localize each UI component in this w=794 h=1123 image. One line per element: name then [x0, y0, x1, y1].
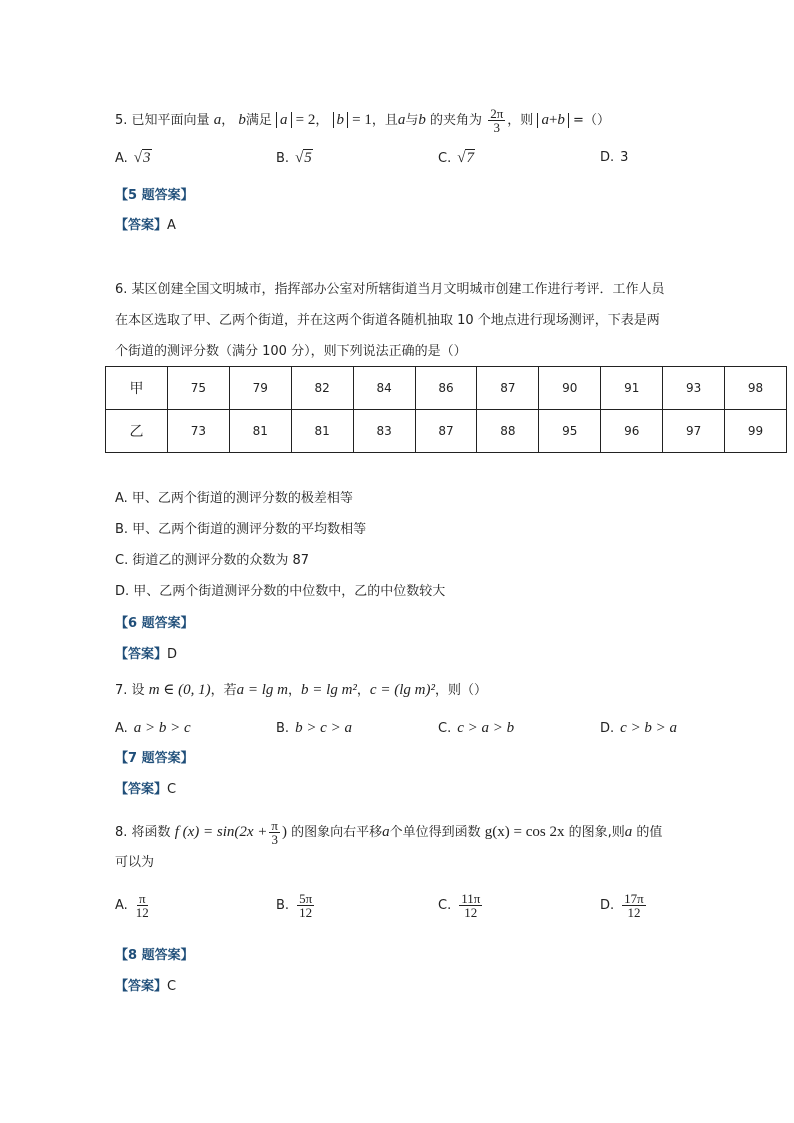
q5-answer-tag: 【5 题答案】: [115, 188, 194, 203]
table-row: [106, 367, 787, 410]
vector-a: a: [213, 112, 222, 128]
q8-text-units: 个单位得到函数: [389, 825, 481, 840]
q7-number: 7. 设: [115, 683, 145, 698]
q5-option-b[interactable]: [276, 148, 313, 169]
a-variable-2: a: [624, 824, 633, 840]
option-value: 3: [620, 150, 629, 165]
table-cell: 87: [477, 367, 539, 410]
q7-option-d[interactable]: [600, 718, 677, 739]
angle-fraction: [488, 107, 505, 134]
option-label: A.: [115, 151, 128, 166]
option-label: C.: [438, 151, 452, 166]
option-label: A.: [115, 898, 128, 913]
table-cell: 81: [291, 410, 353, 453]
q7-tail: ，则（）: [434, 683, 487, 698]
norm-a: a: [276, 112, 292, 128]
q5-text-angle: 的夹角为: [430, 113, 483, 128]
table-cell: 82: [291, 367, 353, 410]
q8-text-shift: 的图象向右平移: [291, 825, 383, 840]
answer-key: 【答案】: [115, 979, 168, 994]
q8-option-b[interactable]: [276, 892, 316, 919]
f-close-paren: ): [281, 824, 287, 840]
q5-text-pre: 已知平面向量: [131, 113, 210, 128]
pi-third-fraction: [269, 819, 280, 846]
q6-option-a[interactable]: A. 甲、乙两个街道的测评分数的极差相等: [115, 491, 353, 506]
b-definition: b = lg m²: [301, 682, 357, 698]
option-value: 7: [466, 150, 474, 166]
fraction-denominator: 3: [271, 832, 278, 847]
table-cell: 86: [415, 367, 477, 410]
option-label: D.: [600, 898, 615, 913]
q5-stem: 5. 已知平面向量 a， b满足 a = 2， b = 1，且a与b 的夹角为 $\frac{2\pi}{3}$ ，则 a+b =（）: [115, 106, 610, 135]
q7-answer: [115, 780, 176, 800]
q8-stem: [115, 817, 662, 848]
norm-b: b: [333, 112, 349, 128]
fraction-denominator: 12: [464, 905, 478, 920]
fraction-numerator: 11π: [461, 891, 481, 906]
q5-number: 5.: [115, 113, 128, 128]
q5-text-comma: ，: [221, 113, 235, 128]
table-cell: 88: [477, 410, 539, 453]
q5-tail: =（）: [573, 113, 610, 128]
sqrt-icon: √5: [295, 150, 312, 166]
table-cell: 99: [725, 410, 787, 453]
option-value: c > b > a: [620, 720, 678, 736]
norm-a-value: = 2: [295, 112, 316, 128]
option-value: a > b > c: [133, 720, 191, 736]
q7-option-c[interactable]: [438, 718, 514, 739]
fraction-numerator: π: [139, 891, 146, 906]
fraction-denominator: 12: [627, 905, 641, 920]
q6-option-d[interactable]: D. 甲、乙两个街道测评分数的中位数中，乙的中位数较大: [115, 584, 446, 599]
q8-text-value: 的值: [636, 825, 663, 840]
q5-option-c[interactable]: [438, 148, 475, 169]
table-cell: 84: [353, 367, 415, 410]
option-value: 5: [304, 150, 312, 166]
q8-text-graph: 的图象,则: [568, 825, 625, 840]
fraction-numerator: π: [271, 818, 278, 833]
q6-answer-tag: 【6 题答案】: [115, 616, 194, 631]
q6-option-b[interactable]: B. 甲、乙两个街道的测评分数的平均数相等: [115, 522, 367, 537]
q8-option-c[interactable]: [438, 892, 484, 919]
option-value: b > c > a: [295, 720, 352, 736]
q5-text-with: 与: [405, 113, 419, 128]
answer-value: D: [167, 647, 178, 662]
option-value: 3: [143, 150, 151, 166]
q8-answer: [115, 977, 176, 997]
q7-stem: [115, 680, 487, 701]
q5-text-and: ，且: [371, 113, 398, 128]
option-label: C.: [438, 721, 452, 736]
q5-text-then: ，则: [507, 113, 534, 128]
table-cell: 83: [353, 410, 415, 453]
table-cell: 79: [229, 367, 291, 410]
table-cell: 91: [601, 367, 663, 410]
option-label: C.: [438, 898, 452, 913]
option-fraction: [459, 892, 482, 919]
f-expression: f (x) = sin(2x +: [174, 824, 268, 840]
table-cell: 87: [415, 410, 477, 453]
table-cell: 73: [167, 410, 229, 453]
sum-b: b: [557, 112, 565, 128]
vector-b: b: [238, 112, 246, 128]
a-variable: a: [382, 824, 390, 840]
c-definition: c = (lg m)²: [369, 682, 435, 698]
answer-key: 【答案】: [115, 647, 168, 662]
option-fraction: [622, 892, 646, 919]
q8-option-a[interactable]: [115, 892, 151, 919]
q6-option-c[interactable]: C. 街道乙的测评分数的众数为 87: [115, 553, 310, 568]
option-value: c > a > b: [457, 720, 515, 736]
sqrt-icon: √7: [457, 150, 474, 166]
table-cell: 75: [167, 367, 229, 410]
table-cell: 81: [229, 410, 291, 453]
table-cell: 95: [539, 410, 601, 453]
table-cell: 98: [725, 367, 787, 410]
table-cell: 96: [601, 410, 663, 453]
angle-denominator: 3: [493, 120, 500, 135]
q6-line-1: 6. 某区创建全国文明城市，指挥部办公室对所辖街道当月文明城市创建工作进行考评．工作人员: [115, 282, 665, 297]
answer-key: 【答案】: [115, 782, 168, 797]
q8-number: 8. 将函数: [115, 825, 171, 840]
q5-option-d[interactable]: [600, 148, 628, 168]
answer-key: 【答案】: [115, 218, 168, 233]
q7-option-b[interactable]: [276, 718, 352, 739]
option-label: B.: [276, 898, 290, 913]
q7-sep-1: ，: [288, 683, 302, 698]
score-table: [105, 366, 787, 453]
answer-value: C: [167, 979, 177, 994]
q7-text-if: ，若: [210, 683, 237, 698]
option-fraction: [136, 892, 149, 919]
table-cell: 90: [539, 367, 601, 410]
m-condition: m ∈ (0, 1): [148, 682, 211, 698]
q7-sep-2: ，: [356, 683, 370, 698]
row-header: 乙: [106, 410, 168, 453]
q8-option-d[interactable]: [600, 892, 648, 919]
sqrt-icon: √3: [133, 150, 151, 166]
vector-a-2: a: [397, 112, 406, 128]
option-label: D.: [600, 721, 615, 736]
q8-line-2: 可以为: [115, 855, 155, 870]
option-fraction: [297, 892, 314, 919]
option-label: A.: [115, 721, 128, 736]
q7-option-a[interactable]: [115, 718, 191, 739]
g-expression: g(x) = cos 2x: [484, 824, 565, 840]
vector-b-2: b: [418, 112, 426, 128]
answer-value: A: [167, 218, 176, 233]
q6-line-3: 个街道的测评分数（满分 100 分），则下列说法正确的是（）: [115, 344, 467, 359]
option-label: B.: [276, 721, 290, 736]
option-label: D.: [600, 150, 615, 165]
option-label: B.: [276, 151, 290, 166]
fraction-numerator: 5π: [299, 891, 313, 906]
sum-a: a: [541, 112, 549, 128]
q8-answer-tag: 【8 题答案】: [115, 948, 194, 963]
table-cell: 93: [663, 367, 725, 410]
table-cell: 97: [663, 410, 725, 453]
q5-text-satisfy: 满足: [245, 113, 272, 128]
norm-sum: [537, 113, 568, 128]
fraction-numerator: 17π: [624, 891, 644, 906]
a-definition: a = lg m: [236, 682, 289, 698]
answer-value: C: [167, 782, 177, 797]
norm-b-value: = 1: [352, 112, 372, 128]
angle-numerator: 2π: [490, 106, 504, 121]
q5-answer: [115, 216, 176, 236]
q6-line-2: 在本区选取了甲、乙两个街道，并在这两个街道各随机抽取 10 个地点进行现场测评，下表是两: [115, 313, 660, 328]
table-row: [106, 410, 787, 453]
fraction-denominator: 12: [135, 905, 149, 920]
row-header: 甲: [106, 367, 168, 410]
fraction-denominator: 12: [299, 905, 313, 920]
sum-plus: +: [548, 112, 558, 128]
q7-answer-tag: 【7 题答案】: [115, 751, 194, 766]
q5-option-a[interactable]: [115, 148, 152, 169]
q6-answer: [115, 645, 177, 665]
